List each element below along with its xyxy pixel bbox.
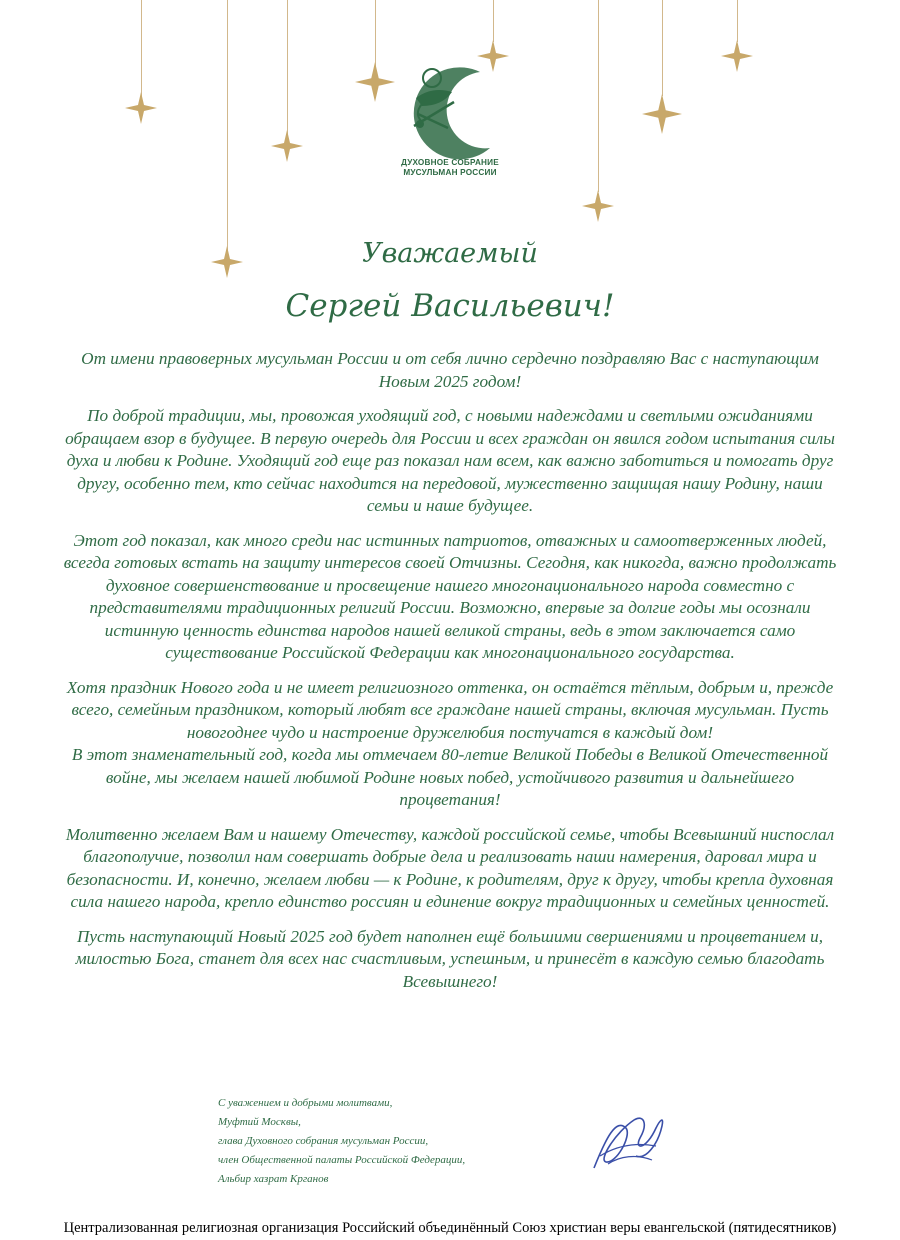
star-string bbox=[227, 0, 228, 250]
organization-name-line2: МУСУЛЬМАН РОССИИ bbox=[403, 168, 497, 177]
greeting-salutation: Уважаемый bbox=[362, 238, 538, 269]
star-string bbox=[287, 0, 288, 134]
signature-closing: С уважением и добрыми молитвами, bbox=[218, 1097, 393, 1109]
handwritten-signature-icon bbox=[586, 1098, 670, 1178]
star-icon bbox=[271, 130, 303, 162]
star-icon bbox=[642, 94, 682, 134]
star-string bbox=[141, 0, 142, 96]
signature-title-chamber: член Общественной палаты Российской Федерации, bbox=[218, 1154, 466, 1166]
star-string bbox=[737, 0, 738, 42]
star-icon bbox=[355, 62, 395, 102]
paragraph-holiday: Хотя праздник Нового года и не имеет религиозного оттенка, он остаётся тёплым, добрым и, прежде всего, семейным праздником, который любят все граждане нашей страны, включая мусульман. Пусть новогоднее чудо и настроение дружелюбия постучатся в каждый дом! bbox=[66, 677, 834, 742]
paragraph-tradition: По доброй традиции, мы, провожая уходящий год, с новыми надеждами и светлыми ожиданиями обращаем взор в будущее. В первую очередь для России и всех граждан он явился годом испытания силы духа и любви к Родине. Уходящий год еще раз показал нам всем, как важно заботиться и помогать друг другу, особенно тем, кто сейчас находится на передовой, мужественно защищая нашу Родину, наши семьи и наше будущее. bbox=[65, 406, 835, 515]
letter-body bbox=[60, 348, 840, 1005]
paragraph-congratulation: От имени правоверных мусульман России и от себя лично сердечно поздравляю Вас с наступающим Новым 2025 годом! bbox=[81, 349, 819, 391]
star-string bbox=[662, 0, 663, 96]
paragraph-wishes: Пусть наступающий Новый 2025 год будет наполнен ещё большими свершениями и процветанием и, милостью Бога, станет для всех нас счастливым, успешным, и принесёт в каждую семью благодать Всевышнего! bbox=[75, 926, 825, 991]
star-icon bbox=[125, 92, 157, 124]
star-icon bbox=[721, 40, 753, 72]
signature-block bbox=[218, 1094, 578, 1189]
paragraph-prayer: Молитвенно желаем Вам и нашему Отечеству, каждой российской семье, чтобы Всевышний ниспослал благополучие, позволил нам совершать добрые дела и реализовать наши намерения, даровал мира и безопасности. И, конечно, желаем любви — к Родине, к родителям, друг к другу, чтобы крепла духовная сила нашего народа, крепло единство россиян и единение вокруг традиционных и семейных ценностей. bbox=[65, 824, 835, 911]
greeting-recipient-name: Сергей Васильевич! bbox=[285, 288, 615, 324]
signature-title-mufti: Муфтий Москвы, bbox=[218, 1116, 301, 1128]
signature-author-name: Альбир хазрат Крганов bbox=[218, 1173, 329, 1185]
star-string bbox=[493, 0, 494, 42]
signature-title-head: глава Духовного собрания мусульман России, bbox=[218, 1135, 429, 1147]
star-icon bbox=[582, 190, 614, 222]
paragraph-patriots: Этот год показал, как много среди нас истинных патриотов, отважных и самоотверженных людей, всегда готовых встать на защиту интересов своей Отчизны. Сегодня, как никогда, важно продолжать духовное совершенствование и просвещение нашего многонационального народа совместно с представителями традиционных религий России. Возможно, впервые за долгие годы мы осознали истинную ценность единства народов нашей великой страны, ведь в этом заключается само существование Российской Федерации как многонационального государства. bbox=[63, 530, 837, 662]
footer-organization: Централизованная религиозная организация Российский объединённый Союз христиан веры евангельской (пятидесятников) bbox=[63, 1220, 837, 1236]
paragraph-victory: В этот знаменательный год, когда мы отмечаем 80-летие Великой Победы в Великой Отечественной войне, мы желаем нашей любимой Родине новых побед, устойчивого развития и дальнейшего процветания! bbox=[71, 745, 829, 809]
organization-name bbox=[380, 158, 520, 178]
organization-name-line1: ДУХОВНОЕ СОБРАНИЕ bbox=[401, 158, 499, 167]
star-string bbox=[598, 0, 599, 192]
star-string bbox=[375, 0, 376, 66]
